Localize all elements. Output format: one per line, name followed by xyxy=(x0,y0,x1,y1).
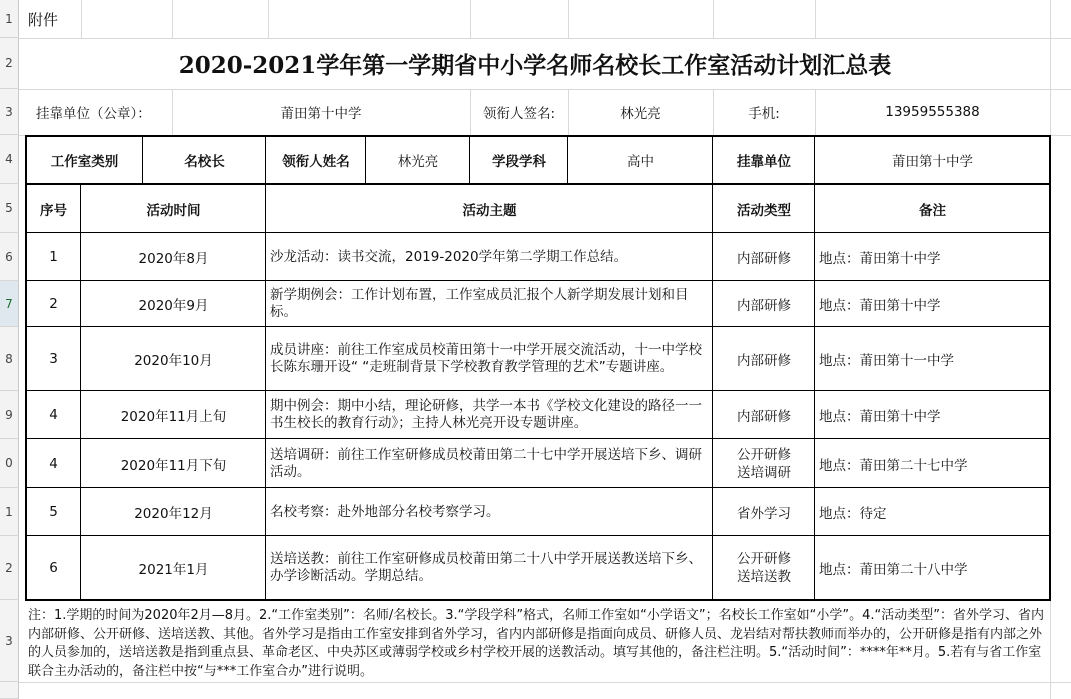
host-unit-label: 挂靠单位 xyxy=(737,153,791,170)
phone-value[interactable]: 13959555388 xyxy=(885,104,980,120)
table-row-time[interactable]: 2020年12月 xyxy=(134,506,213,522)
row-header[interactable]: 9 xyxy=(0,391,19,439)
table-row-time[interactable]: 2020年8月 xyxy=(138,251,209,267)
table-row-theme[interactable]: 名校考察：赴外地部分名校考察学习。 xyxy=(270,503,500,520)
unit-value[interactable]: 莆田第十中学 xyxy=(280,106,362,122)
table-row-theme[interactable]: 沙龙活动：读书交流，2019-2020学年第二学期工作总结。 xyxy=(270,248,628,265)
table-row-no[interactable]: 2 xyxy=(49,296,58,312)
row-header[interactable] xyxy=(0,682,19,699)
row-header[interactable]: 2 xyxy=(0,536,19,600)
table-row-note[interactable]: 地点：莆田第十中学 xyxy=(819,298,941,314)
phone-label: 手机: xyxy=(748,106,780,122)
table-row-no[interactable]: 4 xyxy=(49,407,58,423)
leader-sign-value[interactable]: 林光亮 xyxy=(620,106,661,122)
row-header[interactable]: 2 xyxy=(0,38,19,89)
table-row-type[interactable]: 省外学习 xyxy=(737,506,791,522)
table-row-time[interactable]: 2020年11月下旬 xyxy=(120,457,227,474)
table-row-note[interactable]: 地点：莆田第十中学 xyxy=(819,251,941,267)
table-row-type[interactable]: 内部研修 xyxy=(737,298,791,314)
table-row-type[interactable]: 内部研修 xyxy=(737,353,791,369)
table-row-time[interactable]: 2020年10月 xyxy=(134,353,213,369)
studio-type-label: 工作室类别 xyxy=(50,153,119,170)
studio-type-value[interactable]: 名校长 xyxy=(184,153,225,170)
stage-subject-value[interactable]: 高中 xyxy=(627,153,654,170)
table-row-type[interactable]: 公开研修 送培送教 xyxy=(737,551,791,585)
table-row-note[interactable]: 地点：莆田第十一中学 xyxy=(819,353,954,369)
table-row-note[interactable]: 地点：莆田第二十七中学 xyxy=(819,457,968,474)
table-row-no[interactable]: 4 xyxy=(49,455,58,472)
header-theme: 活动主题 xyxy=(462,202,517,219)
header-note: 备注 xyxy=(919,202,946,219)
row-header[interactable]: 1 xyxy=(0,488,19,536)
table-row-theme[interactable]: 送培调研：前往工作室研修成员校莆田第二十七中学开展送培下乡、调研活动。 xyxy=(270,446,702,480)
row-header[interactable]: 4 xyxy=(0,135,19,184)
table-row-type[interactable]: 内部研修 xyxy=(737,251,791,267)
host-unit-value[interactable]: 莆田第十中学 xyxy=(892,153,973,170)
table-row-note[interactable]: 地点：莆田第二十八中学 xyxy=(819,562,968,578)
table-row-type[interactable]: 内部研修 xyxy=(737,409,791,425)
table-row-time[interactable]: 2020年9月 xyxy=(138,298,209,314)
row-header[interactable]: 3 xyxy=(0,89,19,135)
table-row-no[interactable]: 1 xyxy=(49,249,58,265)
attachment-label: 附件 xyxy=(28,10,59,29)
header-type: 活动类型 xyxy=(737,202,791,219)
leader-name-label: 领衔人姓名 xyxy=(282,153,350,170)
table-row-theme[interactable]: 新学期例会：工作计划布置，工作室成员汇报个人新学期发展计划和目标。 xyxy=(270,287,689,320)
table-row-time[interactable]: 2020年11月上旬 xyxy=(120,409,227,425)
row-header[interactable]: 6 xyxy=(0,233,19,281)
page-title: 2020-2021学年第一学期省中小学名师名校长工作室活动计划汇总表 xyxy=(178,52,892,79)
row-header[interactable]: 5 xyxy=(0,184,19,233)
row-header[interactable]: 0 xyxy=(0,439,19,488)
table-row-no[interactable]: 6 xyxy=(49,560,58,576)
leader-sign-label: 领衔人签名: xyxy=(482,106,556,122)
leader-name-value[interactable]: 林光亮 xyxy=(397,153,439,170)
header-no: 序号 xyxy=(40,202,67,219)
table-row-time[interactable]: 2021年1月 xyxy=(138,562,209,578)
table-row-no[interactable]: 5 xyxy=(49,504,58,520)
unit-label: 挂靠单位（公章）： xyxy=(36,106,151,122)
table-row-theme[interactable]: 成员讲座：前往工作室成员校莆田第十一中学开展交流活动，十一中学校长陈东珊开设“ “走班制背景下学校教育教学管理的艺术”专题讲座。 xyxy=(270,342,702,375)
row-header[interactable]: 1 xyxy=(0,0,19,38)
table-row-theme[interactable]: 期中例会：期中小结，理论研修，共学一本书《学校文化建设的路径一一书生校长的教育行动》；主持人林光亮开设专题讲座。 xyxy=(270,398,702,431)
header-time: 活动时间 xyxy=(146,202,201,219)
table-row-note[interactable]: 地点：待定 xyxy=(819,506,887,522)
table-row-type[interactable]: 公开研修 送培调研 xyxy=(737,446,791,481)
table-row-note[interactable]: 地点：莆田第十中学 xyxy=(819,409,941,425)
stage-subject-label: 学段学科 xyxy=(492,153,546,170)
footnote[interactable]: 注：1.学期的时间为2020年2月—8月。2.“工作室类别”：名师/名校长。3.“学段学科”格式，名师工作室如“小学语文”；名校长工作室如“小学”。4.“活动类型”：省外学习、省内内部研修、公开研修、送培送教、其他。省外学习是指由工作室安排到省外学习，省内内部研修是指面向成员、研修人员、龙岩结对帮扶教师而举办的，公开研修是指有内部之外的人员参加的，送培送教是指到重点县、革命老区、中央苏区或薄弱学校或乡村学校开展的送教活动。填写其他的，备注栏注明。5.“活动时间”：****年**月。5.若有与省工作室联合主办活动的，备注栏中按“与***工作室合办”进行说明。 xyxy=(28,608,1044,679)
table-row-no[interactable]: 3 xyxy=(49,351,58,367)
table-row-theme[interactable]: 送培送教：前往工作室研修成员校莆田第二十八中学开展送教送培下乡、办学诊断活动。学期总结。 xyxy=(270,551,702,584)
row-header[interactable]: 8 xyxy=(0,327,19,391)
row-header[interactable]: 7 xyxy=(0,281,19,327)
row-header[interactable]: 3 xyxy=(0,600,19,682)
